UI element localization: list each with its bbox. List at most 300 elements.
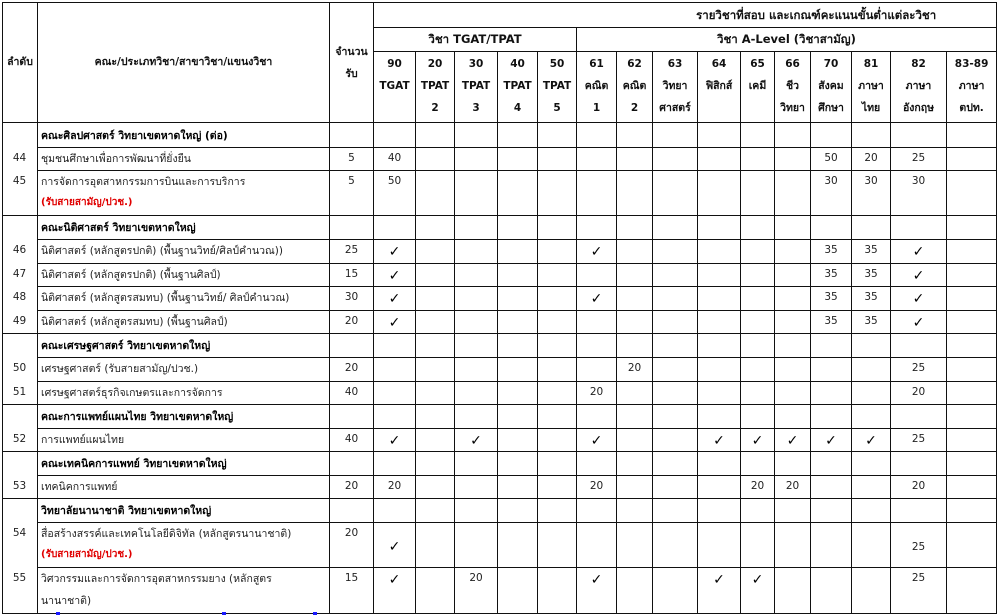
quota-cell: 20	[330, 358, 374, 382]
faculty-row	[3, 123, 997, 148]
score-cell	[416, 523, 455, 568]
program-name: นิติศาสตร์ (หลักสูตรปกติ) (พื้นฐานศิลป์)	[41, 269, 221, 281]
check-icon: ✓	[374, 523, 416, 568]
column-header-line-2: TGAT	[379, 80, 410, 92]
score-cell	[577, 358, 617, 382]
row-number: 49	[12, 315, 27, 327]
check-icon: ✓	[891, 287, 947, 311]
column-header-line-3: ศาสตร์	[659, 102, 691, 114]
quota-cell: 25	[330, 240, 374, 264]
quota-cell: 30	[330, 287, 374, 311]
faculty-block-spacer	[3, 123, 38, 216]
quota-cell: 40	[330, 382, 374, 405]
empty-cell	[811, 123, 852, 148]
score-cell	[617, 382, 653, 405]
empty-cell	[538, 334, 577, 358]
table-row	[3, 429, 997, 452]
table-row	[3, 287, 997, 311]
program-name: นิติศาสตร์ (หลักสูตรสมทบ) (พื้นฐานศิลป์)	[41, 316, 228, 328]
column-header	[811, 52, 852, 123]
empty-cell	[498, 499, 538, 523]
table-row	[3, 523, 997, 568]
score-cell	[416, 264, 455, 287]
score-cell	[538, 148, 577, 171]
empty-cell	[416, 123, 455, 148]
check-icon: ✓	[577, 429, 617, 452]
program-name: นิติศาสตร์ (หลักสูตรปกติ) (พื้นฐานวิทย์/ศิลป์คำนวณ))	[41, 245, 283, 257]
score-cell	[653, 476, 698, 499]
column-header-line-1: 62	[627, 58, 642, 70]
program-name: วิศวกรรมและการจัดการอุตสาหกรรมยาง (หลักสูตร	[41, 573, 272, 585]
score-cell	[775, 171, 811, 216]
column-header-line-3: 2	[431, 102, 439, 114]
column-header	[852, 52, 891, 123]
empty-cell	[577, 499, 617, 523]
check-icon: ✓	[852, 429, 891, 452]
column-header-line-1: 82	[911, 58, 926, 70]
empty-cell	[775, 405, 811, 429]
header-program: คณะ/ประเภทวิชา/สาขาวิชา/แขนงวิชา	[38, 3, 330, 123]
quota-cell: 20	[330, 476, 374, 499]
empty-cell	[416, 216, 455, 240]
empty-cell	[775, 123, 811, 148]
score-cell: 20	[775, 476, 811, 499]
column-header-line-2: ชีว	[785, 80, 800, 92]
quota-cell: 40	[330, 429, 374, 452]
header-group-tgat: วิชา TGAT/TPAT	[374, 28, 577, 52]
score-cell: 30	[891, 171, 947, 216]
empty-cell	[538, 405, 577, 429]
column-header-line-1: 63	[667, 58, 683, 70]
check-icon: ✓	[775, 429, 811, 452]
column-header-line-1: 90	[387, 58, 402, 70]
column-header-line-1: 20	[427, 58, 443, 70]
empty-cell	[330, 123, 374, 148]
score-cell	[538, 287, 577, 311]
empty-cell	[538, 123, 577, 148]
score-cell	[617, 240, 653, 264]
empty-cell	[653, 499, 698, 523]
score-cell	[617, 568, 653, 614]
score-cell	[653, 287, 698, 311]
score-cell	[775, 568, 811, 614]
empty-cell	[698, 334, 741, 358]
empty-cell	[891, 499, 947, 523]
column-header	[498, 52, 538, 123]
score-cell	[947, 311, 997, 334]
empty-cell	[617, 452, 653, 476]
header-quota-line2: รับ	[345, 67, 358, 80]
score-cell	[455, 382, 498, 405]
score-cell: 35	[852, 240, 891, 264]
empty-cell	[498, 452, 538, 476]
empty-cell	[698, 499, 741, 523]
column-header-line-1: 83-89	[954, 58, 989, 70]
score-cell	[538, 382, 577, 405]
score-cell	[947, 148, 997, 171]
program-cell	[12, 148, 330, 171]
faculty-name: คณะเศรษฐศาสตร์ วิทยาเขตหาดใหญ่	[38, 334, 330, 358]
empty-cell	[538, 216, 577, 240]
score-cell	[811, 476, 852, 499]
column-header-line-1: 66	[785, 58, 800, 70]
empty-cell	[891, 216, 947, 240]
column-header	[538, 52, 577, 123]
empty-cell	[617, 216, 653, 240]
score-cell	[947, 171, 997, 216]
column-header-line-3: 3	[472, 102, 480, 114]
empty-cell	[330, 452, 374, 476]
score-cell	[653, 523, 698, 568]
empty-cell	[698, 123, 741, 148]
score-cell	[947, 264, 997, 287]
check-icon: ✓	[374, 287, 416, 311]
empty-cell	[775, 499, 811, 523]
column-header-line-2: คณิต	[622, 80, 647, 92]
score-cell	[538, 568, 577, 614]
score-cell	[538, 523, 577, 568]
score-cell	[811, 568, 852, 614]
row-number: 44	[12, 152, 27, 164]
check-icon: ✓	[374, 429, 416, 452]
column-header-line-1: 30	[468, 58, 484, 70]
empty-cell	[891, 123, 947, 148]
empty-cell	[811, 452, 852, 476]
column-header-line-3: 4	[513, 102, 522, 114]
score-cell	[538, 429, 577, 452]
faculty-row	[3, 216, 997, 240]
score-cell	[741, 523, 775, 568]
score-cell	[538, 476, 577, 499]
check-icon: ✓	[374, 311, 416, 334]
score-cell	[577, 171, 617, 216]
score-cell	[416, 382, 455, 405]
empty-cell	[498, 216, 538, 240]
empty-cell	[416, 499, 455, 523]
score-cell: 20	[891, 476, 947, 499]
empty-cell	[538, 499, 577, 523]
score-cell	[811, 523, 852, 568]
table-row	[3, 476, 997, 499]
score-cell	[538, 240, 577, 264]
column-header-line-2: TPAT	[503, 80, 532, 92]
empty-cell	[891, 452, 947, 476]
check-icon: ✓	[741, 568, 775, 614]
table-header	[3, 3, 997, 123]
score-cell	[455, 358, 498, 382]
score-cell	[653, 568, 698, 614]
empty-cell	[330, 499, 374, 523]
program-name: ชุมชนศึกษาเพื่อการพัฒนาที่ยั่งยืน	[41, 153, 191, 165]
score-cell	[498, 476, 538, 499]
empty-cell	[852, 123, 891, 148]
empty-cell	[330, 334, 374, 358]
row-number: 55	[12, 572, 27, 584]
column-header-line-2: คณิต	[584, 80, 609, 92]
empty-cell	[330, 405, 374, 429]
faculty-block-spacer	[3, 499, 38, 614]
program-name: สื่อสร้างสรรค์และเทคโนโลยีดิจิทัล (หลักสูตรนานาชาติ)	[41, 528, 292, 540]
empty-cell	[455, 452, 498, 476]
empty-cell	[416, 452, 455, 476]
empty-cell	[498, 405, 538, 429]
score-cell	[947, 287, 997, 311]
score-cell	[374, 382, 416, 405]
score-cell	[498, 171, 538, 216]
empty-cell	[947, 499, 997, 523]
header-seq: ลำดับ	[3, 3, 38, 123]
score-cell: 35	[852, 264, 891, 287]
score-cell: 20	[617, 358, 653, 382]
score-cell	[416, 287, 455, 311]
score-cell	[416, 429, 455, 452]
program-cell	[12, 287, 330, 311]
program-note: (รับสายสามัญ/ปวช.)	[41, 197, 133, 208]
empty-cell	[947, 123, 997, 148]
column-header-line-3	[374, 97, 415, 119]
score-cell: 35	[811, 287, 852, 311]
row-number: 50	[12, 362, 27, 374]
column-header-line-1: 40	[510, 58, 525, 70]
table-row	[3, 568, 997, 614]
empty-cell	[653, 216, 698, 240]
column-header	[741, 52, 775, 123]
faculty-name: วิทยาลัยนานาชาติ วิทยาเขตหาดใหญ่	[38, 499, 330, 523]
program-name: เศรษฐศาสตร์ (รับสายสามัญ/ปวช.)	[41, 363, 199, 375]
quota-cell: 5	[330, 171, 374, 216]
score-cell	[852, 358, 891, 382]
score-cell: 35	[811, 264, 852, 287]
empty-cell	[947, 216, 997, 240]
program-name: การแพทย์แผนไทย	[41, 434, 125, 446]
quota-cell: 5	[330, 148, 374, 171]
program-cell	[12, 358, 330, 382]
column-header-line-2: TPAT	[461, 80, 491, 92]
score-cell	[577, 264, 617, 287]
empty-cell	[577, 452, 617, 476]
score-cell	[374, 358, 416, 382]
score-cell	[775, 264, 811, 287]
check-icon: ✓	[811, 429, 852, 452]
score-cell	[416, 148, 455, 171]
score-cell	[455, 476, 498, 499]
program-name: เศรษฐศาสตร์ธุรกิจเกษตรและการจัดการ	[41, 387, 223, 399]
score-cell: 20	[455, 568, 498, 614]
empty-cell	[653, 123, 698, 148]
score-cell	[741, 264, 775, 287]
column-header-line-1: 65	[750, 58, 765, 70]
empty-cell	[416, 334, 455, 358]
score-cell	[416, 358, 455, 382]
empty-cell	[852, 334, 891, 358]
check-icon: ✓	[891, 240, 947, 264]
column-header-line-3: 5	[553, 102, 561, 114]
table-row	[3, 358, 997, 382]
column-header-line-3: ศึกษา	[818, 102, 844, 114]
score-cell	[775, 382, 811, 405]
score-cell	[617, 264, 653, 287]
score-cell	[498, 429, 538, 452]
score-cell	[416, 476, 455, 499]
score-cell	[775, 523, 811, 568]
program-cell	[12, 264, 330, 287]
empty-cell	[741, 334, 775, 358]
faculty-row	[3, 334, 997, 358]
score-cell	[416, 568, 455, 614]
score-cell	[947, 429, 997, 452]
score-cell	[455, 148, 498, 171]
quota-cell: 15	[330, 568, 374, 614]
score-cell	[698, 264, 741, 287]
score-cell: 35	[811, 311, 852, 334]
check-icon: ✓	[374, 264, 416, 287]
column-header	[374, 52, 416, 123]
score-cell: 20	[891, 382, 947, 405]
score-cell	[698, 382, 741, 405]
column-header-line-2: TPAT	[420, 80, 450, 92]
score-cell	[698, 523, 741, 568]
empty-cell	[852, 216, 891, 240]
column-header-line-2: วิทยา	[662, 80, 688, 92]
score-cell	[698, 358, 741, 382]
row-number: 45	[12, 175, 27, 187]
empty-cell	[775, 452, 811, 476]
table-row	[3, 240, 997, 264]
score-cell	[698, 476, 741, 499]
score-cell	[741, 287, 775, 311]
column-header	[891, 52, 947, 123]
score-cell	[653, 148, 698, 171]
column-header	[455, 52, 498, 123]
score-cell: 30	[852, 171, 891, 216]
score-cell	[455, 523, 498, 568]
faculty-name: คณะการแพทย์แผนไทย วิทยาเขตหาดใหญ่	[38, 405, 330, 429]
score-cell	[947, 568, 997, 614]
empty-cell	[330, 216, 374, 240]
score-cell	[775, 148, 811, 171]
empty-cell	[947, 452, 997, 476]
empty-cell	[811, 334, 852, 358]
program-cell	[12, 429, 330, 452]
score-cell	[538, 264, 577, 287]
check-icon: ✓	[374, 568, 416, 614]
column-header-line-3: ตปท.	[959, 102, 984, 114]
column-header	[775, 52, 811, 123]
column-header-line-3: 1	[592, 102, 601, 114]
column-header-line-3: อังกฤษ	[902, 102, 935, 114]
empty-cell	[374, 334, 416, 358]
column-header-line-2: สังคม	[818, 80, 844, 92]
score-cell	[617, 476, 653, 499]
score-cell	[775, 287, 811, 311]
empty-cell	[617, 334, 653, 358]
check-icon: ✓	[741, 429, 775, 452]
row-number: 53	[12, 480, 27, 492]
empty-cell	[741, 405, 775, 429]
column-header-line-3	[698, 97, 740, 119]
quota-cell: 20	[330, 523, 374, 568]
score-cell	[498, 240, 538, 264]
score-cell: 20	[374, 476, 416, 499]
score-cell: 50	[374, 171, 416, 216]
empty-cell	[947, 405, 997, 429]
table-body	[3, 123, 997, 614]
column-header-line-1: 70	[823, 58, 839, 70]
empty-cell	[617, 123, 653, 148]
score-cell	[498, 311, 538, 334]
score-cell	[741, 240, 775, 264]
score-cell	[617, 311, 653, 334]
score-cell	[653, 382, 698, 405]
column-header	[698, 52, 741, 123]
empty-cell	[455, 405, 498, 429]
program-cell	[12, 568, 330, 614]
score-cell	[698, 148, 741, 171]
score-cell: 20	[852, 148, 891, 171]
column-header-line-2: ภาษา	[958, 80, 985, 92]
score-cell	[498, 287, 538, 311]
score-cell: 50	[811, 148, 852, 171]
faculty-row	[3, 405, 997, 429]
empty-cell	[455, 123, 498, 148]
faculty-name: คณะเทคนิคการแพทย์ วิทยาเขตหาดใหญ่	[38, 452, 330, 476]
score-cell	[455, 171, 498, 216]
score-cell	[811, 358, 852, 382]
score-cell	[455, 311, 498, 334]
column-header	[577, 52, 617, 123]
check-icon: ✓	[577, 568, 617, 614]
score-cell	[852, 568, 891, 614]
score-cell	[741, 171, 775, 216]
column-header-line-1: 50	[549, 58, 565, 70]
score-cell	[416, 171, 455, 216]
table-row	[3, 264, 997, 287]
empty-cell	[698, 452, 741, 476]
score-cell	[498, 382, 538, 405]
table-row	[3, 171, 997, 216]
score-cell	[498, 264, 538, 287]
score-cell	[498, 568, 538, 614]
row-number: 46	[12, 244, 27, 256]
header-group-alevel: วิชา A-Level (วิชาสามัญ)	[577, 28, 997, 52]
empty-cell	[653, 334, 698, 358]
empty-cell	[653, 452, 698, 476]
score-cell	[538, 311, 577, 334]
score-cell	[947, 358, 997, 382]
program-name: นิติศาสตร์ (หลักสูตรสมทบ) (พื้นฐานวิทย์/ ศิลป์คำนวณ)	[41, 292, 290, 304]
score-cell	[653, 264, 698, 287]
faculty-name: คณะศิลปศาสตร์ วิทยาเขตหาดใหญ่ (ต่อ)	[38, 123, 330, 148]
column-header-line-2: เคมี	[748, 80, 767, 92]
score-cell	[698, 171, 741, 216]
admission-criteria-table	[2, 2, 997, 614]
score-cell	[775, 358, 811, 382]
empty-cell	[852, 405, 891, 429]
column-header-line-2: ฟิสิกส์	[705, 80, 733, 92]
score-cell	[698, 287, 741, 311]
column-header	[653, 52, 698, 123]
empty-cell	[741, 216, 775, 240]
empty-cell	[577, 123, 617, 148]
empty-cell	[741, 123, 775, 148]
score-cell	[775, 240, 811, 264]
empty-cell	[374, 123, 416, 148]
empty-cell	[775, 334, 811, 358]
score-cell: 35	[852, 287, 891, 311]
column-header-line-1: 64	[711, 58, 727, 70]
score-cell	[741, 382, 775, 405]
empty-cell	[891, 334, 947, 358]
